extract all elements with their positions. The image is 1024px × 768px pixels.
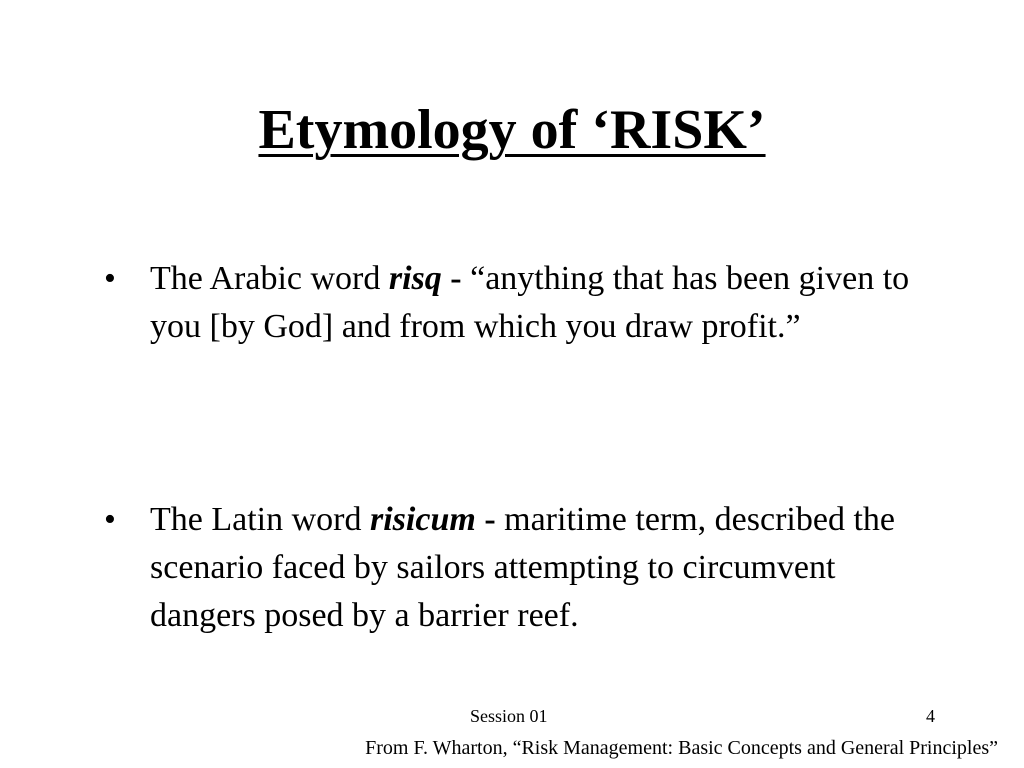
bullet-text [150,255,934,351]
bullet-definition: maritime term, described the scenario faced by sailors attempting to circumvent dangers posed by a barrier reef. [150,501,895,634]
bullet-dash: - [475,501,505,538]
bullet-marker: • [104,501,116,538]
bullet-definition: “anything that has been given to you [by God] and from which you draw profit.” [150,260,910,345]
bullet-dash: - [441,260,471,297]
bullet-term: risicum [370,501,476,538]
footer-page-number: 4 [926,706,935,726]
slide-title: Etymology of ‘RISK’ [258,99,766,161]
bullet-term: risq [388,260,442,297]
footer-session: Session 01 [470,706,548,726]
bullet-item-risicum [104,496,934,640]
bullet-marker: • [104,260,116,297]
bullet-intro: The Latin word [150,501,370,538]
bullet-item-risq [104,255,934,351]
bullet-text [150,496,934,640]
bullet-intro: The Arabic word [150,260,389,297]
footer-source-citation: From F. Wharton, “Risk Management: Basic Concepts and General Principles” [365,737,998,759]
